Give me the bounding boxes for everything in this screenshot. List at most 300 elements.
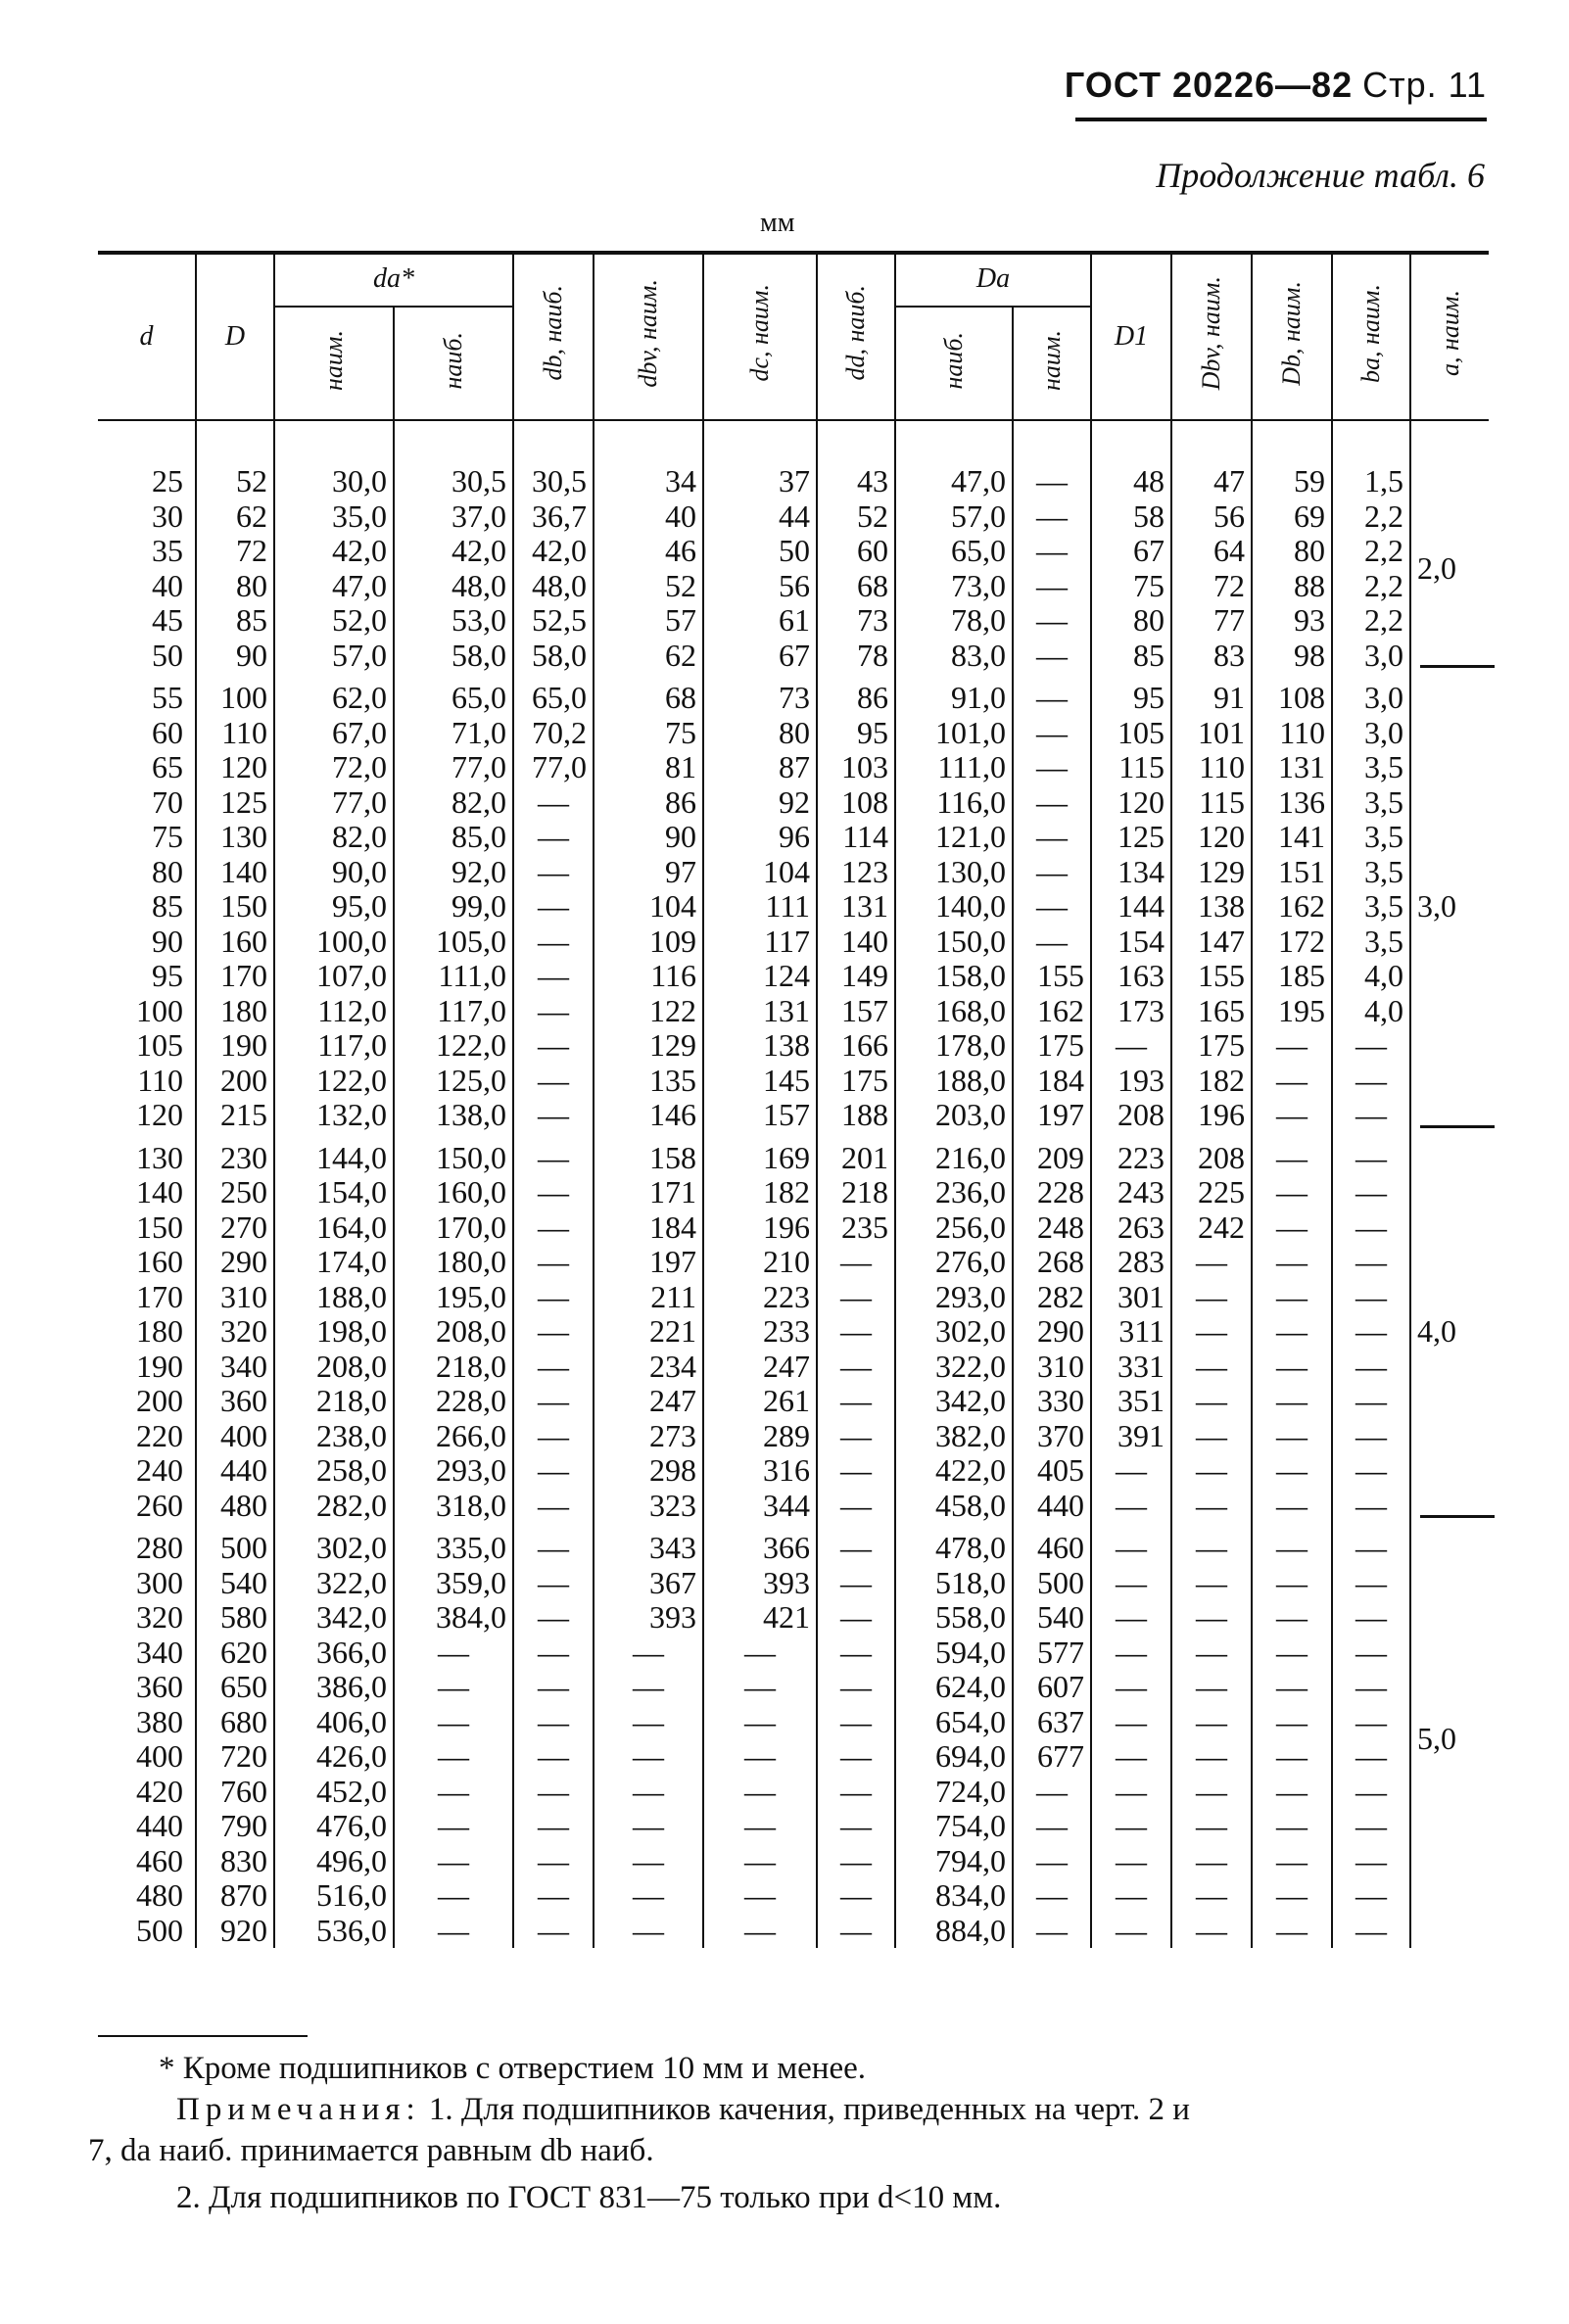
- cell-D: 870: [196, 1878, 274, 1914]
- cell-Da-min: 405: [1013, 1453, 1091, 1489]
- cell-ba: —: [1332, 1636, 1410, 1671]
- cell-D: 920: [196, 1914, 274, 1949]
- table-row: [98, 1844, 1489, 1879]
- cell-D1: —: [1091, 1566, 1171, 1601]
- cell-Db: —: [1252, 1600, 1332, 1636]
- cell-da-min: 95,0: [274, 889, 394, 925]
- cell-dc: 233: [703, 1314, 817, 1350]
- cell-da-max: —: [394, 1844, 513, 1879]
- cell-ba: 3,0: [1332, 716, 1410, 751]
- cell-D1: 105: [1091, 716, 1171, 751]
- cell-dd: 166: [817, 1028, 895, 1064]
- cell-Da-min: —: [1013, 855, 1091, 890]
- cell-da-max: 359,0: [394, 1566, 513, 1601]
- cell-Da-max: 594,0: [895, 1636, 1013, 1671]
- cell-dd: 149: [817, 959, 895, 994]
- cell-Da-max: 158,0: [895, 959, 1013, 994]
- cell-D1: —: [1091, 1600, 1171, 1636]
- cell-da-min: 496,0: [274, 1844, 394, 1879]
- cell-dbv: 197: [594, 1245, 703, 1280]
- table-row: [98, 1280, 1489, 1315]
- cell-da-max: 77,0: [394, 750, 513, 785]
- cell-Da-min: —: [1013, 1878, 1091, 1914]
- cell-da-min: 322,0: [274, 1566, 394, 1601]
- cell-d: 110: [137, 1062, 183, 1098]
- cell-da-max: 335,0: [394, 1523, 513, 1566]
- cell-dc: 124: [703, 959, 817, 994]
- cell-Da-min: 310: [1013, 1350, 1091, 1385]
- header-rule: [1075, 118, 1487, 121]
- cell-Dbv: 110: [1171, 750, 1252, 785]
- cell-dbv: 116: [594, 959, 703, 994]
- cell-ba: 3,5: [1332, 785, 1410, 821]
- table-row: [98, 994, 1489, 1029]
- cell-dbv: 273: [594, 1419, 703, 1454]
- cell-da-min: 536,0: [274, 1914, 394, 1949]
- cell-D: 125: [196, 785, 274, 821]
- cell-dc: 196: [703, 1210, 817, 1246]
- cell-D: 440: [196, 1453, 274, 1489]
- cell-da-max: 92,0: [394, 855, 513, 890]
- cell-da-min: 132,0: [274, 1098, 394, 1133]
- cell-db: —: [513, 1314, 594, 1350]
- cell-db: —: [513, 959, 594, 994]
- cell-d: 300: [136, 1564, 183, 1600]
- cell-ba: —: [1332, 1489, 1410, 1524]
- cell-da-max: 228,0: [394, 1384, 513, 1419]
- cell-dbv: 298: [594, 1453, 703, 1489]
- cell-d: 75: [152, 819, 183, 854]
- cell-da-max: 58,0: [394, 639, 513, 674]
- cell-db: —: [513, 1419, 594, 1454]
- cell-D1: 163: [1091, 959, 1171, 994]
- table-row: [98, 1350, 1489, 1385]
- cell-d: 45: [152, 602, 183, 638]
- cell-dbv: —: [594, 1670, 703, 1705]
- table-row: [98, 1064, 1489, 1099]
- cell-Da-max: 422,0: [895, 1453, 1013, 1489]
- table-continuation-label: Продолжение табл. 6: [1156, 156, 1485, 195]
- cell-dbv: 90: [594, 820, 703, 855]
- col-header-db: db, наиб.: [513, 253, 594, 421]
- cell-da-min: 100,0: [274, 925, 394, 960]
- cell-Dbv: 120: [1171, 820, 1252, 855]
- cell-Dbv: 91: [1171, 673, 1252, 716]
- cell-dd: 52: [817, 499, 895, 535]
- cell-db: 65,0: [513, 673, 594, 716]
- table-row: [98, 1210, 1489, 1246]
- cell-Da-max: 694,0: [895, 1739, 1013, 1775]
- table-row: [98, 1878, 1489, 1914]
- cell-db: —: [513, 1878, 594, 1914]
- cell-D1: 115: [1091, 750, 1171, 785]
- cell-D: 52: [196, 464, 274, 499]
- table-row: [98, 820, 1489, 855]
- cell-d: 50: [152, 637, 183, 673]
- cell-db: —: [513, 1280, 594, 1315]
- units-label: мм: [760, 208, 795, 238]
- cell-Da-max: 794,0: [895, 1844, 1013, 1879]
- cell-Da-min: —: [1013, 716, 1091, 751]
- cell-Da-max: 168,0: [895, 994, 1013, 1029]
- cell-da-max: 266,0: [394, 1419, 513, 1454]
- cell-db: —: [513, 785, 594, 821]
- cell-dbv: 68: [594, 673, 703, 716]
- cell-dbv: 46: [594, 534, 703, 569]
- cell-D1: 331: [1091, 1350, 1171, 1385]
- cell-da-max: 105,0: [394, 925, 513, 960]
- cell-dd: 78: [817, 639, 895, 674]
- cell-d: 380: [136, 1703, 183, 1739]
- cell-da-max: —: [394, 1670, 513, 1705]
- cell-dd: 157: [817, 994, 895, 1029]
- cell-D: 100: [196, 673, 274, 716]
- cell-D: 270: [196, 1210, 274, 1246]
- cell-dbv: 81: [594, 750, 703, 785]
- cell-dc: 157: [703, 1098, 817, 1133]
- cell-dc: —: [703, 1844, 817, 1879]
- cell-Da-max: 518,0: [895, 1566, 1013, 1601]
- cell-dc: —: [703, 1878, 817, 1914]
- cell-Dbv: —: [1171, 1739, 1252, 1775]
- cell-Dbv: 225: [1171, 1175, 1252, 1210]
- cell-da-max: —: [394, 1636, 513, 1671]
- cell-dbv: —: [594, 1775, 703, 1810]
- cell-D1: 134: [1091, 855, 1171, 890]
- cell-D: 400: [196, 1419, 274, 1454]
- cell-Da-max: 57,0: [895, 499, 1013, 535]
- cell-Db: 162: [1252, 889, 1332, 925]
- cell-ba: 1,5: [1332, 464, 1410, 499]
- cell-db: —: [513, 1175, 594, 1210]
- note-1-text: 1. Для подшипников качения, приведенных на черт. 2 и: [428, 2092, 1190, 2127]
- cell-Db: 98: [1252, 639, 1332, 674]
- cell-dc: —: [703, 1670, 817, 1705]
- cell-d: 60: [152, 714, 183, 750]
- cell-Db: —: [1252, 1739, 1332, 1775]
- cell-da-min: 174,0: [274, 1245, 394, 1280]
- cell-dd: 86: [817, 673, 895, 716]
- cell-dc: 316: [703, 1453, 817, 1489]
- cell-D1: 75: [1091, 569, 1171, 604]
- cell-dbv: 40: [594, 499, 703, 535]
- cell-Dbv: —: [1171, 1350, 1252, 1385]
- cell-D: 120: [196, 750, 274, 785]
- cell-d: 160: [136, 1244, 183, 1279]
- table-row: [98, 1028, 1489, 1064]
- cell-dc: 96: [703, 820, 817, 855]
- cell-d: 170: [136, 1278, 183, 1314]
- cell-dbv: 104: [594, 889, 703, 925]
- cell-ba: 4,0: [1332, 994, 1410, 1029]
- cell-Dbv: 155: [1171, 959, 1252, 994]
- cell-Db: 59: [1252, 464, 1332, 499]
- cell-db: —: [513, 1809, 594, 1844]
- cell-Da-min: 607: [1013, 1670, 1091, 1705]
- cell-dc: 50: [703, 534, 817, 569]
- cell-D: 830: [196, 1844, 274, 1879]
- cell-ba: —: [1332, 1739, 1410, 1775]
- cell-da-max: 195,0: [394, 1280, 513, 1315]
- cell-Da-max: 342,0: [895, 1384, 1013, 1419]
- cell-da-min: 52,0: [274, 603, 394, 639]
- cell-D1: 243: [1091, 1175, 1171, 1210]
- cell-db: —: [513, 1705, 594, 1740]
- col-header-dd: dd, наиб.: [817, 253, 895, 421]
- cell-Dbv: —: [1171, 1245, 1252, 1280]
- cell-D1: 144: [1091, 889, 1171, 925]
- cell-da-min: 35,0: [274, 499, 394, 535]
- cell-dbv: 221: [594, 1314, 703, 1350]
- cell-d: 30: [152, 498, 183, 534]
- cell-ba: —: [1332, 1878, 1410, 1914]
- cell-dd: —: [817, 1878, 895, 1914]
- cell-Da-max: 382,0: [895, 1419, 1013, 1454]
- cell-dbv: 247: [594, 1384, 703, 1419]
- cell-da-min: 366,0: [274, 1636, 394, 1671]
- cell-db: —: [513, 1453, 594, 1489]
- cell-D1: —: [1091, 1775, 1171, 1810]
- cell-dbv: —: [594, 1739, 703, 1775]
- cell-db: 48,0: [513, 569, 594, 604]
- cell-ba: 3,5: [1332, 855, 1410, 890]
- cell-ba: 2,2: [1332, 569, 1410, 604]
- cell-D: 580: [196, 1600, 274, 1636]
- cell-da-min: 282,0: [274, 1489, 394, 1524]
- cell-D: 540: [196, 1566, 274, 1601]
- cell-Db: —: [1252, 1028, 1332, 1064]
- cell-Dbv: 242: [1171, 1210, 1252, 1246]
- cell-db: —: [513, 1489, 594, 1524]
- cell-dbv: 52: [594, 569, 703, 604]
- cell-db: —: [513, 1844, 594, 1879]
- cell-dd: —: [817, 1489, 895, 1524]
- cell-Db: —: [1252, 1064, 1332, 1099]
- cell-dbv: —: [594, 1809, 703, 1844]
- cell-D: 250: [196, 1175, 274, 1210]
- cell-D1: 67: [1091, 534, 1171, 569]
- cell-dc: 261: [703, 1384, 817, 1419]
- cell-d: 40: [152, 567, 183, 603]
- cell-da-min: 62,0: [274, 673, 394, 716]
- cell-da-max: 208,0: [394, 1314, 513, 1350]
- cell-D1: 391: [1091, 1419, 1171, 1454]
- cell-D1: —: [1091, 1028, 1171, 1064]
- cell-dc: 44: [703, 499, 817, 535]
- page-header: [1065, 65, 1487, 106]
- cell-dd: 43: [817, 464, 895, 499]
- cell-dd: —: [817, 1775, 895, 1810]
- cell-ba: 3,5: [1332, 925, 1410, 960]
- cell-Da-min: —: [1013, 1775, 1091, 1810]
- col-header-dbv: dbv, наим.: [594, 253, 703, 421]
- cell-Dbv: —: [1171, 1914, 1252, 1949]
- cell-Da-min: 282: [1013, 1280, 1091, 1315]
- cell-ba: —: [1332, 1064, 1410, 1099]
- cell-da-max: 138,0: [394, 1098, 513, 1133]
- cell-ba: —: [1332, 1314, 1410, 1350]
- cell-Da-min: —: [1013, 1844, 1091, 1879]
- cell-D1: —: [1091, 1705, 1171, 1740]
- cell-Da-max: 256,0: [895, 1210, 1013, 1246]
- cell-da-min: 476,0: [274, 1809, 394, 1844]
- cell-dbv: 109: [594, 925, 703, 960]
- col-header-dc: dc, наим.: [703, 253, 817, 421]
- cell-da-max: 125,0: [394, 1064, 513, 1099]
- cell-db: —: [513, 925, 594, 960]
- cell-ba: 2,2: [1332, 603, 1410, 639]
- cell-Da-max: 116,0: [895, 785, 1013, 821]
- cell-Da-min: 540: [1013, 1600, 1091, 1636]
- cell-dd: —: [817, 1636, 895, 1671]
- cell-Db: 141: [1252, 820, 1332, 855]
- cell-Db: —: [1252, 1809, 1332, 1844]
- cell-da-max: 42,0: [394, 534, 513, 569]
- cell-dbv: 75: [594, 716, 703, 751]
- cell-Db: —: [1252, 1489, 1332, 1524]
- cell-Db: —: [1252, 1098, 1332, 1133]
- cell-db: —: [513, 1384, 594, 1419]
- cell-Db: 131: [1252, 750, 1332, 785]
- cell-ba: —: [1332, 1670, 1410, 1705]
- cell-Db: —: [1252, 1314, 1332, 1350]
- cell-da-min: 42,0: [274, 534, 394, 569]
- cell-Da-min: 370: [1013, 1419, 1091, 1454]
- cell-D: 160: [196, 925, 274, 960]
- cell-Da-max: 130,0: [895, 855, 1013, 890]
- cell-ba: —: [1332, 1523, 1410, 1566]
- note-2: 2. Для подшипников по ГОСТ 831—75 только при d<10 мм.: [176, 2180, 1002, 2215]
- cell-D: 790: [196, 1809, 274, 1844]
- cell-da-min: 238,0: [274, 1419, 394, 1454]
- cell-db: —: [513, 994, 594, 1029]
- cell-d: 340: [136, 1634, 183, 1670]
- page-number: Стр. 11: [1362, 65, 1487, 105]
- cell-d: 180: [136, 1313, 183, 1349]
- cell-dd: 235: [817, 1210, 895, 1246]
- cell-dd: 123: [817, 855, 895, 890]
- cell-ba: —: [1332, 1384, 1410, 1419]
- col-header-D1: D1: [1091, 253, 1171, 421]
- cell-db: —: [513, 1775, 594, 1810]
- cell-D: 110: [196, 716, 274, 751]
- cell-ba: —: [1332, 1350, 1410, 1385]
- cell-Da-min: —: [1013, 785, 1091, 821]
- cell-dc: —: [703, 1914, 817, 1949]
- cell-D1: 154: [1091, 925, 1171, 960]
- cell-Da-min: 209: [1013, 1133, 1091, 1176]
- cell-dc: 131: [703, 994, 817, 1029]
- cell-dd: —: [817, 1809, 895, 1844]
- cell-dc: —: [703, 1775, 817, 1810]
- cell-Db: 88: [1252, 569, 1332, 604]
- cell-d: 150: [136, 1209, 183, 1245]
- cell-Db: 151: [1252, 855, 1332, 890]
- cell-ba: 3,0: [1332, 639, 1410, 674]
- cell-Db: —: [1252, 1384, 1332, 1419]
- cell-da-min: 107,0: [274, 959, 394, 994]
- cell-D1: —: [1091, 1670, 1171, 1705]
- cell-Da-min: 330: [1013, 1384, 1091, 1419]
- cell-d: 35: [152, 533, 183, 568]
- cell-da-min: 452,0: [274, 1775, 394, 1810]
- cell-dc: 421: [703, 1600, 817, 1636]
- table-row: [98, 464, 1489, 499]
- cell-Db: 195: [1252, 994, 1332, 1029]
- cell-D1: 48: [1091, 464, 1171, 499]
- table-row: [98, 1775, 1489, 1810]
- cell-d: 480: [136, 1877, 183, 1913]
- cell-d: 140: [136, 1174, 183, 1209]
- cell-da-max: 293,0: [394, 1453, 513, 1489]
- cell-D1: 125: [1091, 820, 1171, 855]
- cell-Db: 108: [1252, 673, 1332, 716]
- cell-D1: —: [1091, 1844, 1171, 1879]
- cell-ba: 3,5: [1332, 750, 1410, 785]
- cell-dd: 175: [817, 1064, 895, 1099]
- cell-Da-max: 140,0: [895, 889, 1013, 925]
- cell-Da-max: 216,0: [895, 1133, 1013, 1176]
- cell-a: 5,0: [1410, 1523, 1489, 1948]
- cell-d: 440: [136, 1808, 183, 1843]
- table-row: [98, 1705, 1489, 1740]
- cell-dbv: 135: [594, 1064, 703, 1099]
- table-row: [98, 889, 1489, 925]
- cell-da-max: 48,0: [394, 569, 513, 604]
- cell-Dbv: —: [1171, 1523, 1252, 1566]
- cell-Dbv: 208: [1171, 1133, 1252, 1176]
- cell-dc: —: [703, 1739, 817, 1775]
- cell-d: 80: [152, 853, 183, 889]
- cell-dbv: —: [594, 1636, 703, 1671]
- col-header-Da-min: наим.: [1013, 307, 1091, 421]
- cell-Dbv: 115: [1171, 785, 1252, 821]
- cell-Dbv: 175: [1171, 1028, 1252, 1064]
- cell-dbv: —: [594, 1914, 703, 1949]
- cell-ba: —: [1332, 1775, 1410, 1810]
- cell-Da-min: 637: [1013, 1705, 1091, 1740]
- cell-Da-max: 322,0: [895, 1350, 1013, 1385]
- cell-D: 85: [196, 603, 274, 639]
- cell-da-max: 170,0: [394, 1210, 513, 1246]
- cell-da-max: —: [394, 1914, 513, 1949]
- cell-dc: 80: [703, 716, 817, 751]
- cell-D: 360: [196, 1384, 274, 1419]
- cell-Da-min: —: [1013, 750, 1091, 785]
- cell-da-max: 117,0: [394, 994, 513, 1029]
- cell-dbv: —: [594, 1844, 703, 1879]
- cell-Da-min: —: [1013, 464, 1091, 499]
- cell-d: 65: [152, 749, 183, 784]
- cell-Da-min: 197: [1013, 1098, 1091, 1133]
- bearing-dimensions-table: [98, 253, 1489, 1948]
- cell-Da-max: 78,0: [895, 603, 1013, 639]
- cell-D1: 208: [1091, 1098, 1171, 1133]
- cell-db: —: [513, 1098, 594, 1133]
- table-row: [98, 1314, 1489, 1350]
- cell-db: —: [513, 1064, 594, 1099]
- table-row: [98, 1914, 1489, 1949]
- cell-db: 42,0: [513, 534, 594, 569]
- cell-dd: 114: [817, 820, 895, 855]
- cell-d: 190: [136, 1348, 183, 1384]
- cell-Da-min: —: [1013, 925, 1091, 960]
- cell-D: 215: [196, 1098, 274, 1133]
- cell-db: —: [513, 1670, 594, 1705]
- cell-Da-min: —: [1013, 889, 1091, 925]
- table-row: [98, 1133, 1489, 1176]
- col-header-ba: ba, наим.: [1332, 253, 1410, 421]
